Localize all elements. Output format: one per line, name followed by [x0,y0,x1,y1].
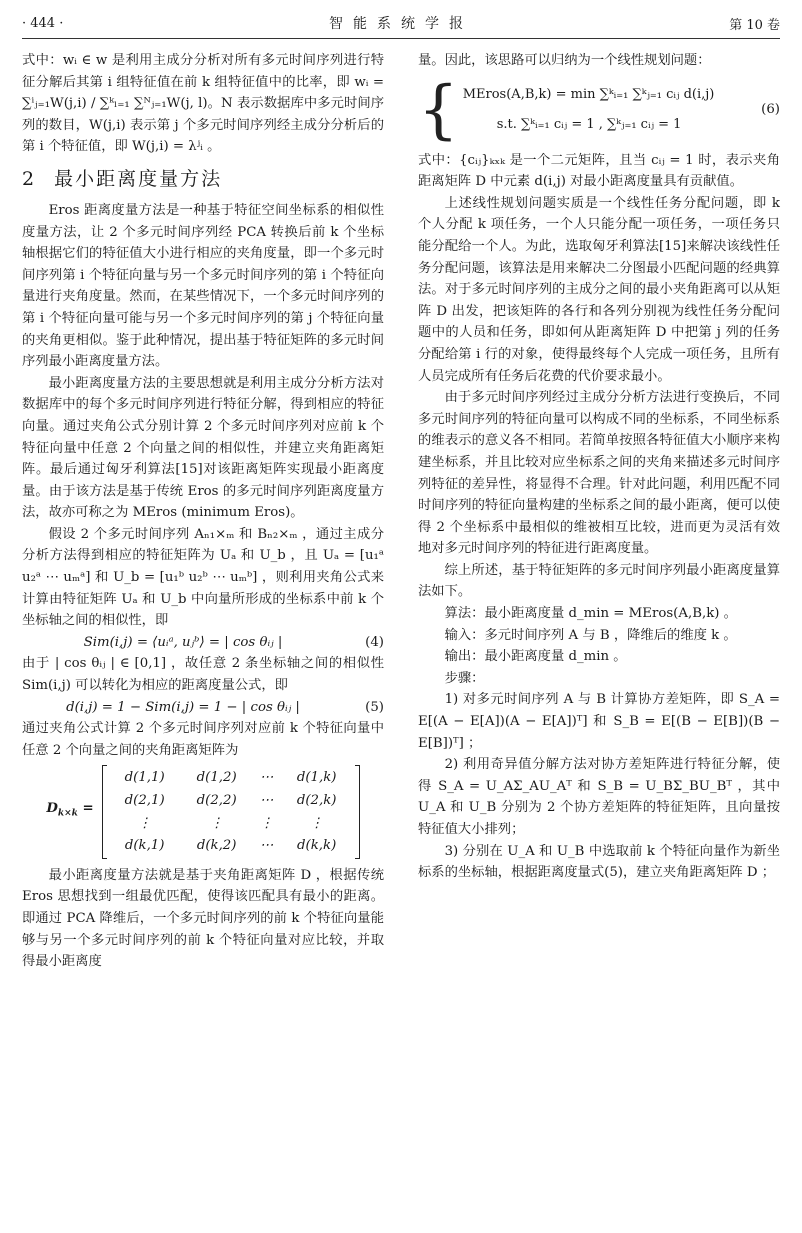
right-column [418,50,780,884]
algorithm-step: 1) 对多元时间序列 A 与 B 计算协方差矩阵，即 S_A = E[(A − E[A])(A − E[A])ᵀ] 和 S_B = E[(B − E[B])(B − E[B])ᵀ] ； [418,692,780,751]
paragraph: 量。因此，该思路可以归纳为一个线性规划问题： [418,53,711,68]
section-number: 2 [22,167,37,190]
equation-number: (4) [365,634,384,650]
equation-line: MEros(A,B,k) = min ∑ᵏᵢ₌₁ ∑ᵏⱼ₌₁ cᵢⱼ d(i,j) [462,86,715,102]
paragraph: 由于 | cos θᵢⱼ | ∈ [0,1] ，故任意 2 条坐标轴之间的相似性 Sim(i,j) 可以转化为相应的距离度量公式，即 [22,656,384,694]
paragraph: 通过夹角公式计算 2 个多元时间序列对应前 k 个特征向量中任意 2 个向量之间的夹角距离矩阵为 [22,721,384,758]
section-title: 最小距离度量方法 [54,167,223,190]
equation-number: (5) [365,699,384,715]
page-number: · 444 · [22,15,64,31]
matrix-cell: ⋯ [260,770,274,786]
brace-symbol: { [418,72,459,147]
matrix-grid [109,767,353,856]
distance-matrix [22,765,384,858]
algorithm-step: 3) 分别在 U_A 和 U_B 中选取前 k 个特征向量作为新坐标系的坐标轴，根据距离度量式(5)，建立夹角距离矩阵 D ； [418,843,780,881]
matrix-bracket [102,765,360,858]
paragraph: 假设 2 个多元时间序列 Aₙ₁×ₘ 和 Bₙ₂×ₘ ，通过主成分分析方法得到相应的特征矩阵为 Uₐ 和 U_b ，且 Uₐ = [u₁ᵃ u₂ᵃ ⋯ uₘᵃ] 和 U_b = [u₁ᵇ u₂ᵇ ⋯ uₘᵇ] ，则利用夹角公式来计算由特征矩阵 Uₐ 和 U_b 中向量所形成的坐标系中前 k 个坐标轴之间的相似性，即 [22,526,384,629]
journal-title: 智能系统学报 [329,16,473,32]
matrix-cell: d(1,k) [296,770,337,786]
algorithm-step: 2) 利用奇异值分解方法对协方差矩阵进行特征分解，使得 S_A = U_AΣ_AU_Aᵀ 和 S_B = U_BΣ_BU_Bᵀ ，其中 U_A 和 U_B 分别为 2 个协方差矩阵的特征矩阵，且向量按特征值大小排列； [418,757,780,837]
matrix-cell: d(1,2) [196,770,237,786]
matrix-cell: ⋯ [260,793,274,808]
matrix-cell: ⋮ [260,815,274,831]
paragraph: 最小距离度量方法就是基于夹角距离矩阵 D ，根据传统 Eros 思想找到一组最优匹配，使得该匹配具有最小的距离。即通过 PCA 降维后，一个多元时间序列的前 k 个特征向量能够与另一个多元时间序列的前 k 个特征向量对应比较，并取得最小距离度 [22,867,384,970]
paragraph: 由于多元时间序列经过主成分分析方法进行变换后，不同多元时间序列的特征向量可以构成不同的坐标系，不同坐标系的维表示的意义各不相同。若简单按照各特征值大小顺序来构建坐标系，并且比较对应坐标系之间的夹角来描述多元时间序列特征的差异性，将显得不合理。针对此问题，利用匹配不同时间序列的特征向量构建的坐标系之间的最小距离，便可以使得 2 个坐标系中最相似的维被相互比较，进而更为灵活有效地对多元时间序列的特征进行距离度量。 [418,390,780,557]
matrix-cell: ⋮ [310,815,324,831]
matrix-cell: d(1,1) [124,770,165,786]
paragraph: 最小距离度量方法的主要思想就是利用主成分分析方法对数据库中的每个多元时间序列进行特征分解，得到相应的特征向量。通过夹角公式分别计算 2 个多元时间序列对应前 k 个特征向量中任意 2 个向量之间的相似性，并建立夹角距离矩阵。最后通过匈牙利算法[15]对该距离矩阵实现最小距离度量。由于该方法是基于传统 Eros 的多元时间序列距离度量方法，故亦可称之为 MEros (minimum Eros)。 [22,375,384,521]
matrix-cell: d(k,1) [124,838,165,854]
volume-label: 第 10 卷 [729,17,780,33]
equation-5 [22,697,384,719]
matrix-cell: ⋮ [210,815,224,831]
algorithm-line: 算法：最小距离度量 d_min = MEros(A,B,k) 。 [444,606,737,622]
equation-body: Sim(i,j) = ⟨uᵢᵃ, uⱼᵇ⟩ = | cos θᵢⱼ | [83,634,283,650]
header-rule [22,38,780,39]
equation-lines [463,80,740,140]
paragraph: 式中：wᵢ ∈ w 是利用主成分分析对所有多元时间序列进行特征分解后其第 i 组特征值在前 k 组特征值中的比率，即 wᵢ = ∑ⁱⱼ₌₁W(j,i) ∕ ∑ᵏₗ₌₁ ∑ᴺⱼ₌₁W(j, l)。N 表示数据库中多元时间序列的数目，W(j,i) 表示第 j 个多元时间序列经主成分分析后的第 i 个特征值，即 W(j,i) = λʲᵢ 。 [22,53,384,155]
steps-label: 步骤： [444,670,485,686]
paragraph: Eros 距离度量方法是一种基于特征空间坐标系的相似性度量方法，让 2 个多元时间序列经 PCA 转换后前 k 个坐标轴根据它们的特征值大小进行相应的夹角度量，即一个多元时间序列第 i 个特征向量与另一个多元时间序列的第 i 个特征向量进行夹角度量。然而，在某些情况下，一个多元时间序列的第 i 个特征向量可能与另一个多元时间序列的第 j 个特征向量的夹角更相似。鉴于此种情况，提出基于特征矩阵的多元时间序列最小距离度量方法。 [22,202,384,370]
equation-body: d(i,j) = 1 − Sim(i,j) = 1 − | cos θᵢⱼ | [66,699,300,715]
matrix-cell: d(k,k) [297,838,337,854]
equation-line: s.t. ∑ᵏᵢ₌₁ cᵢⱼ = 1 , ∑ᵏⱼ₌₁ cᵢⱼ = 1 [496,116,682,132]
paragraph: 综上所述，基于特征矩阵的多元时间序列最小距离度量算法如下。 [418,562,780,600]
matrix-cell: d(2,2) [196,793,237,808]
matrix-symbol: $D_{k\times k}$ = [46,801,94,820]
equation-4 [22,632,384,654]
matrix-cell: ⋮ [138,815,152,831]
matrix-cell: d(2,1) [124,793,165,808]
matrix-cell: d(2,k) [296,793,337,808]
left-column [22,50,384,973]
algorithm-input: 输入：多元时间序列 A 与 B ，降维后的维度 k 。 [444,627,737,643]
paragraph: 式中：{cᵢⱼ}ₖₓₖ 是一个二元矩阵，且当 cᵢⱼ = 1 时，表示夹角距离矩阵 D 中元素 d(i,j) 对最小距离度量具有贡献值。 [418,152,780,190]
equation-number: (6) [761,101,780,117]
algorithm-output: 输出：最小距离度量 d_min 。 [444,649,627,665]
matrix-cell: d(k,2) [196,838,237,854]
paragraph: 上述线性规划问题实质是一个线性任务分配问题，即 k 个人分配 k 项任务，一个人只能分配一项任务，一项任务只能分配给一个人。为此，选取匈牙利算法[15]来解决该线性任务分配问题，该算法是用来解决二分图最小匹配问题的经典算法。对于多元时间序列的主成分之间的最小夹角距离可以从矩阵 D 出发，把该矩阵的各行和各列分别视为线性任务分配问题中的人员和任务，即如何从距离矩阵 D 中把第 j 列的任务分配给第 i 行的对象，使得最终每个人完成一项任务，且所有人员完成所有任务后花费的代价要求最小。 [418,195,780,384]
running-header [22,12,780,34]
matrix-cell: ⋯ [260,838,274,854]
equation-6 [418,72,780,147]
section-heading [22,164,384,194]
